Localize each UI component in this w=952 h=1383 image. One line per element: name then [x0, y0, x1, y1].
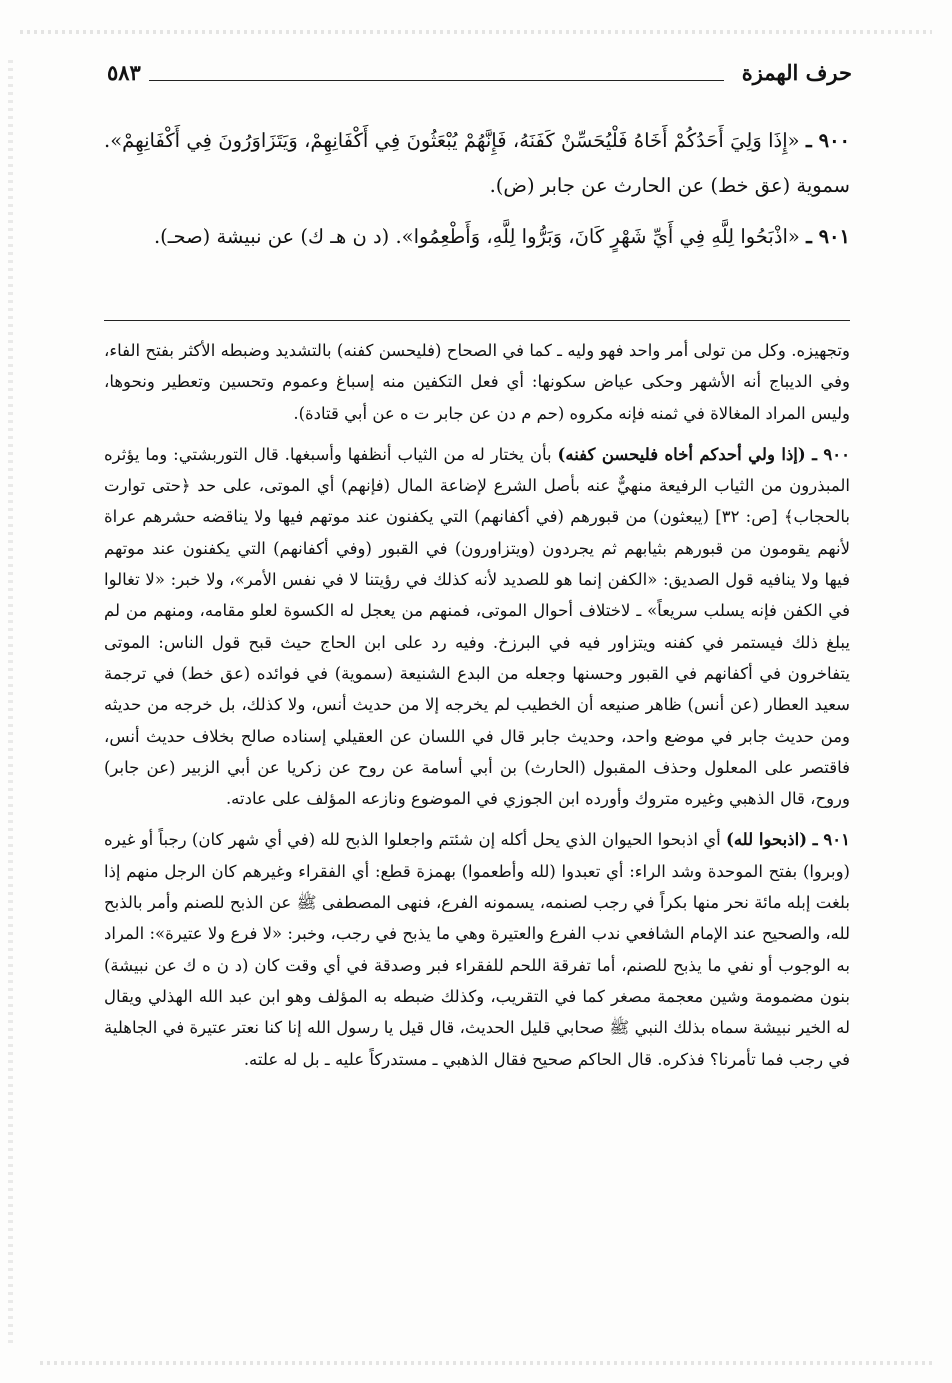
commentary-lead: ٩٠٠ ـ (إذا ولي أحدكم أخاه فليحسن كفنه)	[557, 444, 850, 464]
hadith-number: ٩٠٠ ـ	[805, 129, 851, 152]
commentary-body: أي اذبحوا الحيوان الذي يحل أكله إن شئتم واجعلوا الذبح لله (في أي شهر كان) رجباً أو غيره (وبروا) بفتح الموحدة وشد الراء: أي تعبدوا (لله وأطعموا) بهمزة قطع: أي الفقراء وغيرهم كان الرجل منهم إذا بلغت إبله مائة نحر منها بكراً في رجب لصنمه، يسمونه الفرع، فنهى المصطفى ﷺ عن الذبح للصنم وأمر بالذبح لله، والصحيح عند الإمام الشافعي ندب الفرع والعتيرة وهي ما يذبح في رجب، وخبر: «لا فرع ولا عتيرة»: المراد به الوجوب أو نفي ما يذبح للصنم، أما تفرقة اللحم للفقراء فبر وصدقة في أي وقت كان (د ن ه ك عن نبيشة) بنون مضمومة وشين معجمة مصغر كما في التقريب، وكذلك ضبطه به المؤلف وهو ابن عبد الله الهذلي ويقال له الخير نبيشة سماه بذلك النبي ﷺ صحابي قليل الحديث، قال قيل يا رسول الله إنا كنا نعتر عتيرة في الجاهلية في رجب فما تأمرنا؟ فذكره. قال الحاكم صحيح فقال الذهبي ـ مستدركاً عليه ـ بل له علته.	[104, 830, 850, 1069]
commentary-paragraph	[104, 335, 850, 429]
commentary-lead: ٩٠١ ـ (اذبحوا لله)	[726, 830, 850, 850]
hadith-900	[104, 118, 850, 208]
chapter-title: حرف الهمزة	[741, 60, 852, 85]
commentary-body: وتجهيزه. وكل من تولى أمر واحد فهو وليه ـ كما في الصحاح (فليحسن كفنه) بالتشديد وضبطه الأكثر بفتح الفاء، وفي الديباج أنه الأشهر وحكى عياض سكونها: أي فعل التكفين منه إسباغ وعموم وتحسين وتعطير ونحوها، وليس المراد المغالاة في ثمنه فإنه مكروه (حم م دن عن جابر ت ه عن أبي قتادة).	[104, 341, 850, 423]
section-divider	[104, 320, 850, 321]
page-number: ٥٨٣	[107, 60, 141, 85]
header-rule	[149, 80, 724, 81]
hadith-body: «إِذَا وَلِيَ أَحَدُكُمْ أَخَاهُ فَلْيُحَسِّنْ كَفَنَهُ، فَإِنَّهُمْ يُبْعَثُونَ فِي أَكْفَانِهِمْ، وَيَتَزَاوَرُونَ فِي أَكْفَانِهِمْ». سموية (عق خط) عن الحارث عن جابر (ض).	[104, 129, 850, 197]
hadith-body: «اذْبَحُوا لِلَّهِ فِي أَيِّ شَهْرٍ كَانَ، وَبَرُّوا لِلَّهِ، وَأَطْعِمُوا». (د ن هـ ك) عن نبيشة (صحـ).	[153, 225, 800, 248]
commentary-body: بأن يختار له من الثياب أنظفها وأسبغها. قال التوربشتي: وما يؤثره المبذرون من الثياب الرفيعة منهيٌّ عنه بأصل الشرع لإضاعة المال (فإنهم) أي الموتى، على حد ﴿حتى توارت بالحجاب﴾ [ص: ٣٢] (يبعثون) من قبورهم (في أكفانهم) التي يكفنون عند موتهم فيها ولا يناقضه حشرهم عراة لأنهم يقومون من قبورهم بثيابهم ثم يجردون (ويتزاورون) في القبور (وفي أكفانهم) التي يكفنون عند موتهم فيها ولا ينافيه قول الصديق: «الكفن إنما هو للصديد لأنه كذلك في رؤيتنا لا في نفس الأمر»، ولا خبر: «لا تغالوا في الكفن فإنه يسلب سريعاً» ـ لاختلاف أحوال الموتى، فمنهم من يعجل له الكسوة لعلو مقامه، ومنهم من لم يبلغ ذلك فيستمر في كفنه ويتزاور فيه في البرزخ. وفيه رد على ابن الحاج حيث قبح قول الناس: الموتى يتفاخرون في أكفانهم في القبور وحسنها وجعله من البدع الشنيعة (سموية) في فوائده (عق خط) في ترجمة سعيد العطار (عن أنس) ظاهر صنيعه أن الخطيب لم يخرجه إلا من حديث أنس، ولا كذلك، بل خرجه من حديثه ومن حديث جابر في موضع واحد، وحديث جابر قال في اللسان عن العقيلي إسناده صالح بخلاف حديث أنس، فاقتصر على المعلول وحذف المقبول (الحارث) بن أبي أسامة عن روح عن زكريا عن أبي الزبير (عن جابر) وروح، قال الذهبي وغيره متروك وأورده ابن الجوزي في الموضوع ونازعه المؤلف على عادته.	[104, 444, 851, 809]
scan-edge-left	[8, 60, 13, 1343]
hadith-901	[104, 214, 850, 259]
scan-edge-bottom	[40, 1361, 932, 1365]
commentary-paragraph	[104, 439, 850, 815]
scan-edge-top	[20, 30, 932, 34]
commentary-paragraph	[104, 824, 850, 1074]
commentary-block	[104, 335, 850, 1085]
hadith-number: ٩٠١ ـ	[806, 225, 850, 248]
hadith-text-block	[104, 118, 850, 265]
running-header	[107, 58, 852, 92]
